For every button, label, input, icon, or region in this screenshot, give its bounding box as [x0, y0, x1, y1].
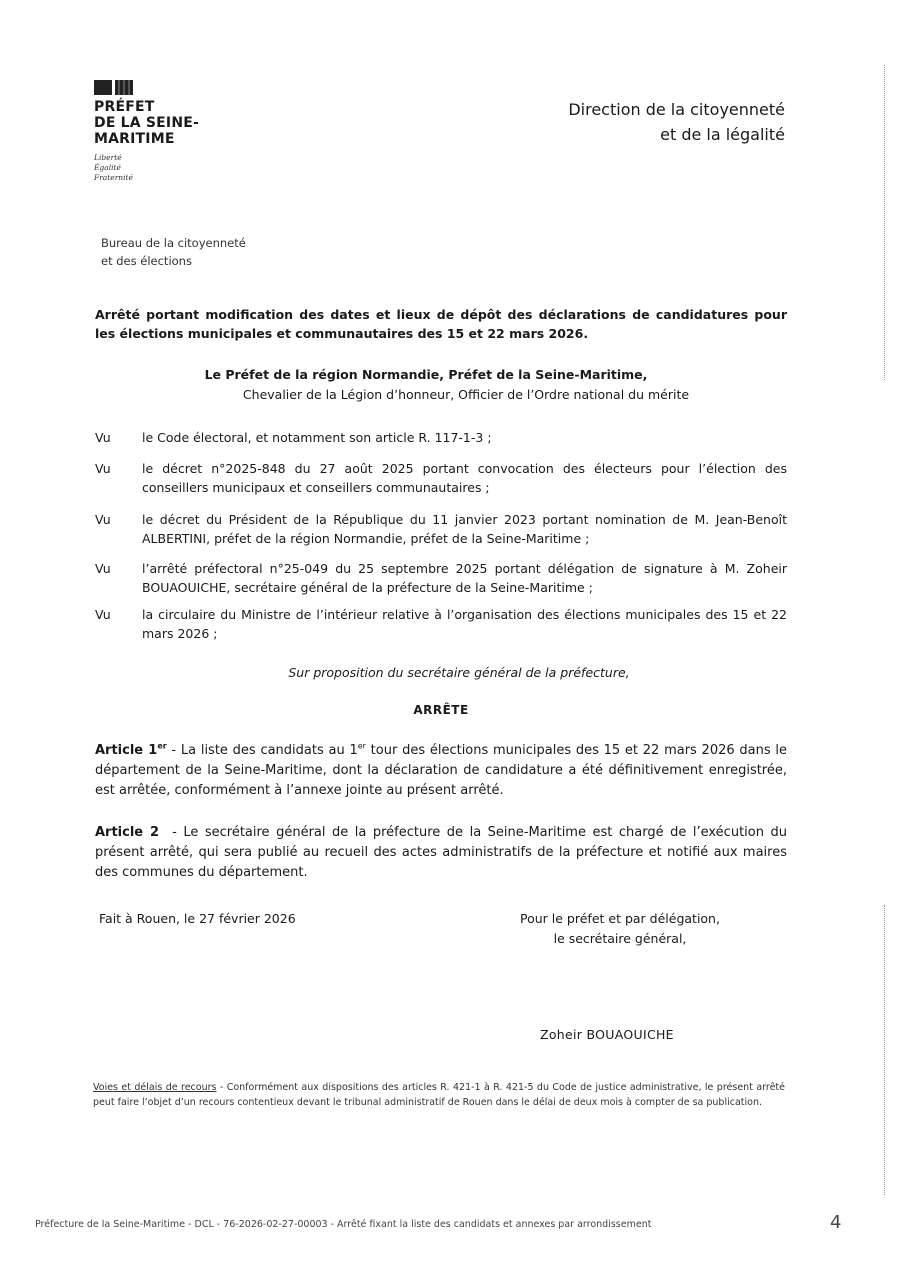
visa-item	[95, 428, 787, 447]
motto-fraternite: Fraternité	[94, 173, 133, 182]
republique-logo	[94, 80, 234, 183]
logo-line-3: MARITIME	[94, 131, 175, 147]
article-1-text-a: - La liste des candidats au 1	[166, 743, 358, 758]
article-1	[95, 741, 787, 801]
margin-dots	[884, 65, 885, 380]
bureau-line-1: Bureau de la citoyenneté	[101, 236, 246, 250]
vu-label: Vu	[95, 430, 111, 445]
proposition: Sur proposition du secrétaire général de la préfecture,	[288, 665, 630, 680]
visa-text: le Code électoral, et notamment son article R. 117-1-3 ;	[142, 430, 492, 445]
bureau	[101, 234, 246, 270]
visa-item	[95, 459, 787, 497]
logo-line-2: DE LA SEINE-	[94, 115, 200, 131]
direction-line-1: Direction de la citoyenneté	[568, 100, 785, 119]
visa-item	[95, 510, 787, 548]
visa-text: l’arrêté préfectoral n°25-049 du 25 septembre 2025 portant délégation de signature à M. Zoheir BOUAOUICHE, secrétaire général de la préfecture de la Seine-Maritime ;	[142, 561, 787, 595]
logo-line-1: PRÉFET	[94, 99, 155, 115]
visa-text: le décret n°2025-848 du 27 août 2025 portant convocation des électeurs pour l’élection des conseillers municipaux et conseillers communautaires ;	[142, 461, 787, 495]
motto-liberte: Liberté	[94, 153, 122, 162]
motto	[94, 153, 234, 183]
margin-dots	[884, 905, 885, 1195]
prefet-honours: Chevalier de la Légion d’honneur, Officier de l’Ordre national du mérite	[242, 387, 690, 402]
recours-heading: Voies et délais de recours	[93, 1082, 217, 1093]
visa-item	[95, 605, 787, 643]
article-1-text-b: tour des élections municipales des 15 et 22 mars 2026 dans le département de la Seine-Maritime, dont la déclaration de candidature a été définitivement enregistrée, est arrêtée, conformément à l’annexe jointe au présent arrêté.	[95, 743, 787, 798]
arrete-title: ARRÊTE	[413, 703, 469, 717]
fait-a: Fait à Rouen, le 27 février 2026	[99, 911, 296, 926]
vu-label: Vu	[95, 561, 111, 576]
visa-text: la circulaire du Ministre de l’intérieur relative à l’organisation des élections municipales des 15 et 22 mars 2026 ;	[142, 607, 787, 641]
signer-name: Zoheir BOUAOUICHE	[540, 1027, 674, 1042]
prefet-title: Le Préfet de la région Normandie, Préfet de la Seine-Maritime,	[204, 367, 648, 382]
motto-egalite: Égalité	[94, 163, 121, 172]
marianne-icon	[94, 80, 234, 96]
direction-heading	[568, 97, 785, 147]
visa-item	[95, 559, 787, 597]
bureau-line-2: et des élections	[101, 254, 192, 268]
article-1-sup: er	[357, 741, 366, 751]
voies-recours	[93, 1080, 785, 1110]
vu-label: Vu	[95, 461, 111, 476]
page-number: 4	[830, 1212, 842, 1233]
recours-text: - Conformément aux dispositions des articles R. 421-1 à R. 421-5 du Code de justice administrative, le présent arrêté peut faire l’objet d’un recours contentieux devant le tribunal administratif de Rouen dans le délai de deux mois à compter de sa publication.	[93, 1082, 785, 1108]
article-1-label: Article 1er	[95, 741, 167, 758]
vu-label: Vu	[95, 512, 111, 527]
visa-text: le décret du Président de la République du 11 janvier 2023 portant nomination de M. Jean-Benoît ALBERTINI, préfet de la région Normandie, préfet de la Seine-Maritime ;	[142, 512, 787, 546]
prefet-block	[95, 365, 787, 405]
article-2-text: - Le secrétaire général de la préfecture de la Seine-Maritime est chargé de l’exécution du présent arrêté, qui sera publié au recueil des actes administratifs de la préfecture et notifié aux maires des communes du département.	[95, 825, 792, 880]
signature-line-1: Pour le préfet et par délégation,	[520, 911, 720, 926]
vu-label: Vu	[95, 607, 111, 622]
signature-line-2: le secrétaire général,	[553, 931, 687, 946]
arrete-objet: Arrêté portant modification des dates et lieux de dépôt des déclarations de candidatures pour les élections municipales et communautaires des 15 et 22 mars 2026.	[95, 307, 787, 341]
signature-block	[500, 909, 740, 949]
direction-line-2: et de la légalité	[660, 125, 785, 144]
article-2	[95, 823, 792, 883]
page-footer: Préfecture de la Seine-Maritime - DCL - 76-2026-02-27-00003 - Arrêté fixant la liste des candidats et annexes par arrondissement	[35, 1219, 652, 1230]
article-2-label: Article 2	[95, 825, 160, 840]
